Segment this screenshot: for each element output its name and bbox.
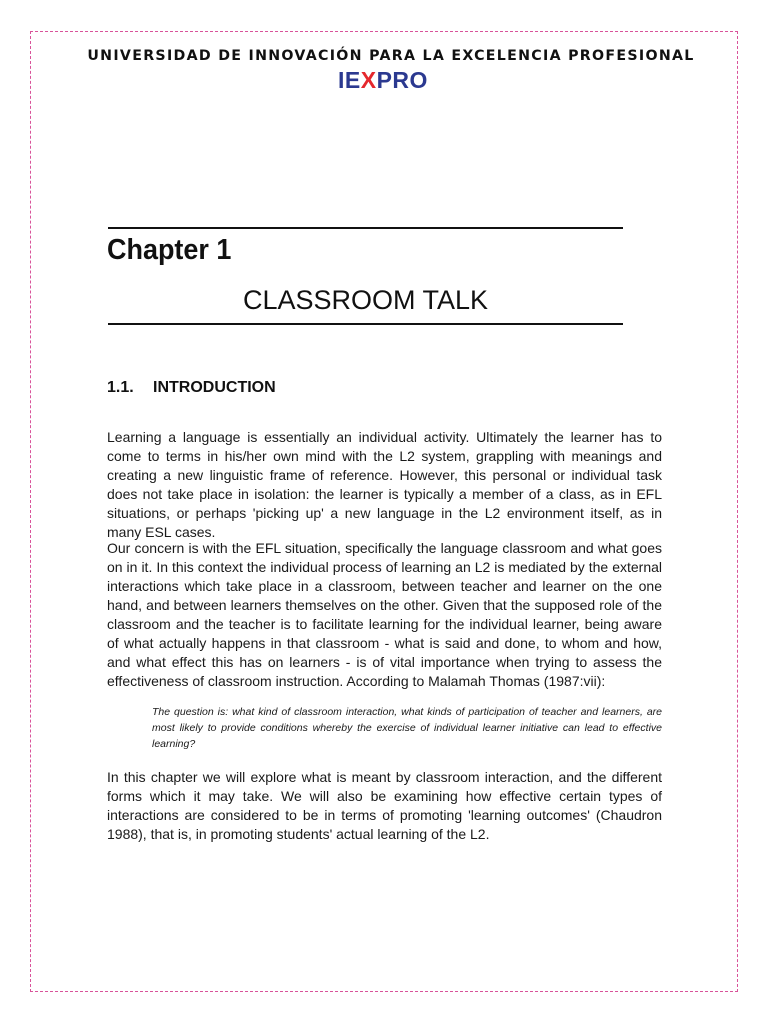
- section-title: INTRODUCTION: [153, 379, 276, 396]
- chapter-title: CLASSROOM TALK: [242, 285, 489, 315]
- chapter-rule-top: [108, 227, 623, 229]
- logo-part-ie: IE: [338, 67, 361, 93]
- chapter-label: Chapter 1: [107, 234, 232, 266]
- block-quote: The question is: what kind of classroom interaction, what kinds of participation of teacher and learners, are most likely to provide conditions whereby the exercise of individual learner initiative can lead to effective learning?: [152, 706, 662, 750]
- section-number: 1.1.: [107, 379, 134, 396]
- iexpro-logo: [338, 67, 428, 94]
- paragraph-1: Learning a language is essentially an individual activity. Ultimately the learner has to come to terms in his/her own mind with the L2 system, grappling with meanings and creating a new linguistic frame of reference. However, this personal or individual task does not take place in isolation: the learner is typically a member of a class, as in EFL situations, or perhaps 'picking up' a new language in the L2 environment itself, as in many ESL cases.: [107, 429, 662, 540]
- university-name: UNIVERSIDAD DE INNOVACIÓN PARA LA EXCELENCIA PROFESIONAL: [87, 48, 695, 64]
- chapter-rule-bottom: [108, 323, 623, 325]
- section-heading: [107, 379, 276, 397]
- paragraph-3: In this chapter we will explore what is meant by classroom interaction, and the different forms which it may take. We will also be examining how effective certain types of interactions are considered to be in terms of promoting 'learning outcomes' (Chaudron 1988), that is, in promoting students' actual learning of the L2.: [107, 769, 662, 842]
- logo-part-x: X: [360, 67, 377, 93]
- logo-part-pro: PRO: [376, 67, 428, 93]
- paragraph-2: Our concern is with the EFL situation, specifically the language classroom and what goes on in it. In this context the individual process of learning an L2 is mediated by the external interactions which take place in a classroom, between teacher and learner on the one hand, and between learners themselves on the other. Given that the supposed role of the classroom and the teacher is to facilitate learning for the individual learner, being aware of what actually happens in that classroom - what is said and done, to whom and how, and what effect this has on learners - is of vital importance when trying to assess the effectiveness of classroom instruction. According to Malamah Thomas (1987:vii):: [107, 540, 662, 689]
